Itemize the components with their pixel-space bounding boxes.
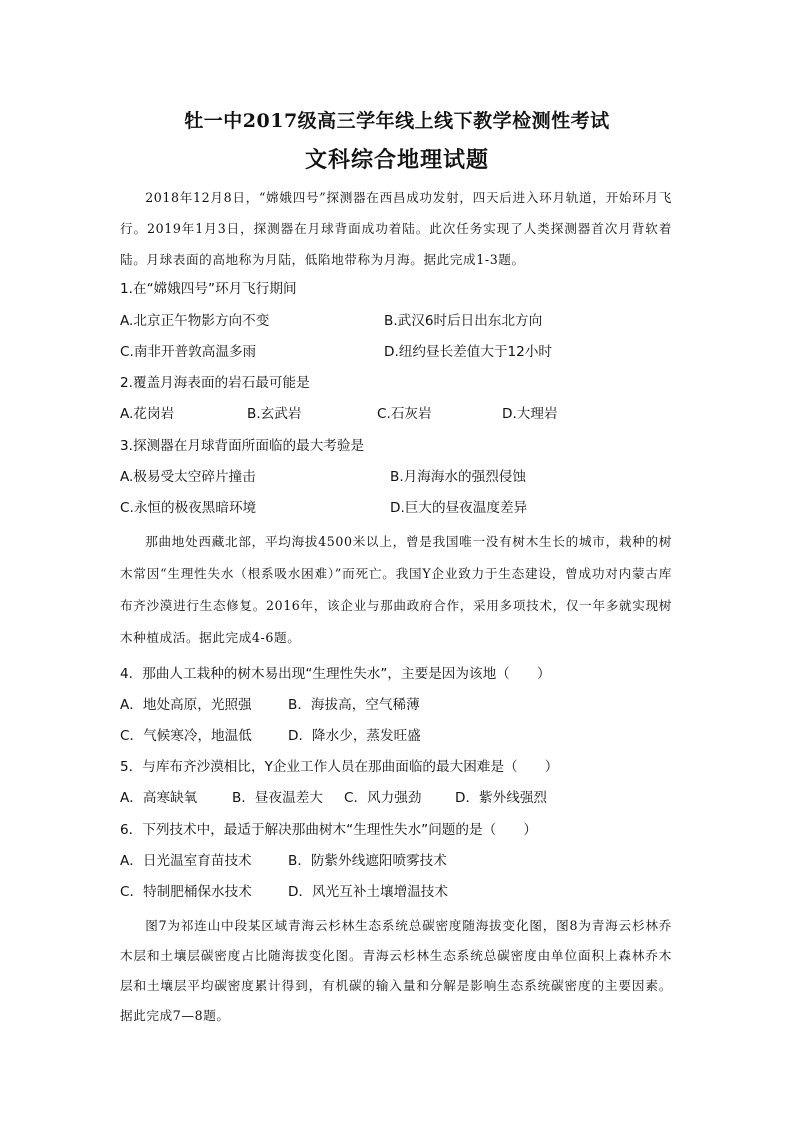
exam-subtitle: 文科综合地理试题: [304, 147, 489, 173]
question-4-option-b: B．海拔高，空气稀薄: [288, 697, 420, 713]
question-5-option-c: C．风力强劲: [344, 790, 422, 806]
question-4-option-d: D．降水少，蒸发旺盛: [288, 728, 421, 744]
question-5-stem: 5．与库布齐沙漠相比，Y企业工作人员在那曲面临的最大困难是（ ）: [120, 759, 559, 775]
question-2-option-c: C.石灰岩: [377, 406, 432, 422]
exam-title: 牡一中2017级高三学年线上线下教学检测性考试: [184, 110, 610, 132]
question-1-option-c: C.南非开普敦高温多雨: [120, 344, 257, 360]
question-1-stem: 1.在“嫦娥四号”环月飞行期间: [120, 281, 297, 297]
passage-3: 图7为祁连山中段某区域青海云杉林生态系统总碳密度随海拔变化图，图8为青海云杉林乔木层和土壤层碳密度占比随海拔变化图。青海云杉林生态系统总碳密度由单位面积上森林乔木层和土壤层平均碳密度累计得到，有机碳的输入量和分解是影响生态系统碳密度的主要因素。据此完成7—8题。: [120, 918, 672, 1023]
question-6-stem: 6．下列技术中，最适于解决那曲树木“生理性失水”问题的是（ ）: [120, 822, 537, 838]
question-6-option-c: C．特制肥桶保水技术: [120, 884, 252, 900]
question-3-option-d: D.巨大的昼夜温度差异: [390, 500, 528, 516]
question-6-option-a: A．日光温室育苗技术: [120, 853, 252, 869]
question-2-option-b: B.玄武岩: [247, 406, 302, 422]
passage-2: 那曲地处西藏北部，平均海拔4500米以上，曾是我国唯一没有树木生长的城市，栽种的树木常因“生理性失水（根系吸水困难）”而死亡。我国Y企业致力于生态建设，曾成功对内蒙古库布齐沙漠进行生态修复。2016年，该企业与那曲政府合作，采用多项技术，仅一年多就实现树木种植成活。据此完成4-6题。: [120, 534, 672, 645]
question-1-option-b: B.武汉6时后日出东北方向: [384, 313, 543, 329]
question-1-option-d: D.纽约昼长差值大于12小时: [384, 344, 553, 360]
question-6-option-d: D．风光互补土壤增温技术: [288, 884, 448, 900]
question-4-option-a: A．地处高原，光照强: [120, 697, 252, 713]
question-6-option-b: B．防紫外线遮阳喷雾技术: [288, 853, 447, 869]
question-4-option-c: C．气候寒冷，地温低: [120, 728, 252, 744]
question-3-option-c: C.永恒的极夜黑暗环境: [120, 500, 257, 516]
question-5-option-a: A．高寒缺氧: [120, 790, 198, 806]
question-2-stem: 2.覆盖月海表面的岩石最可能是: [120, 375, 310, 391]
question-1-option-a: A.北京正午物影方向不变: [120, 313, 270, 329]
question-3-stem: 3.探测器在月球背面所面临的最大考验是: [120, 438, 365, 454]
question-3-option-a: A.极易受太空碎片撞击: [120, 469, 256, 485]
passage-1: 2018年12月8日，“嫦娥四号”探测器在西昌成功发射，四天后进入环月轨道，开始环月飞行。2019年1月3日，探测器在月球背面成功着陆。此次任务实现了人类探测器首次月背软着陆。月球表面的高地称为月陆，低陷地带称为月海。据此完成1-3题。: [120, 190, 672, 267]
question-3-option-b: B.月海海水的强烈侵蚀: [390, 469, 526, 485]
question-5-option-d: D．紫外线强烈: [455, 790, 548, 806]
question-5-option-b: B．昼夜温差大: [232, 790, 323, 806]
question-2-option-d: D.大理岩: [502, 406, 558, 422]
question-4-stem: 4．那曲人工栽种的树木易出现“生理性失水”，主要是因为该地（ ）: [120, 666, 551, 682]
question-2-option-a: A.花岗岩: [120, 406, 175, 422]
